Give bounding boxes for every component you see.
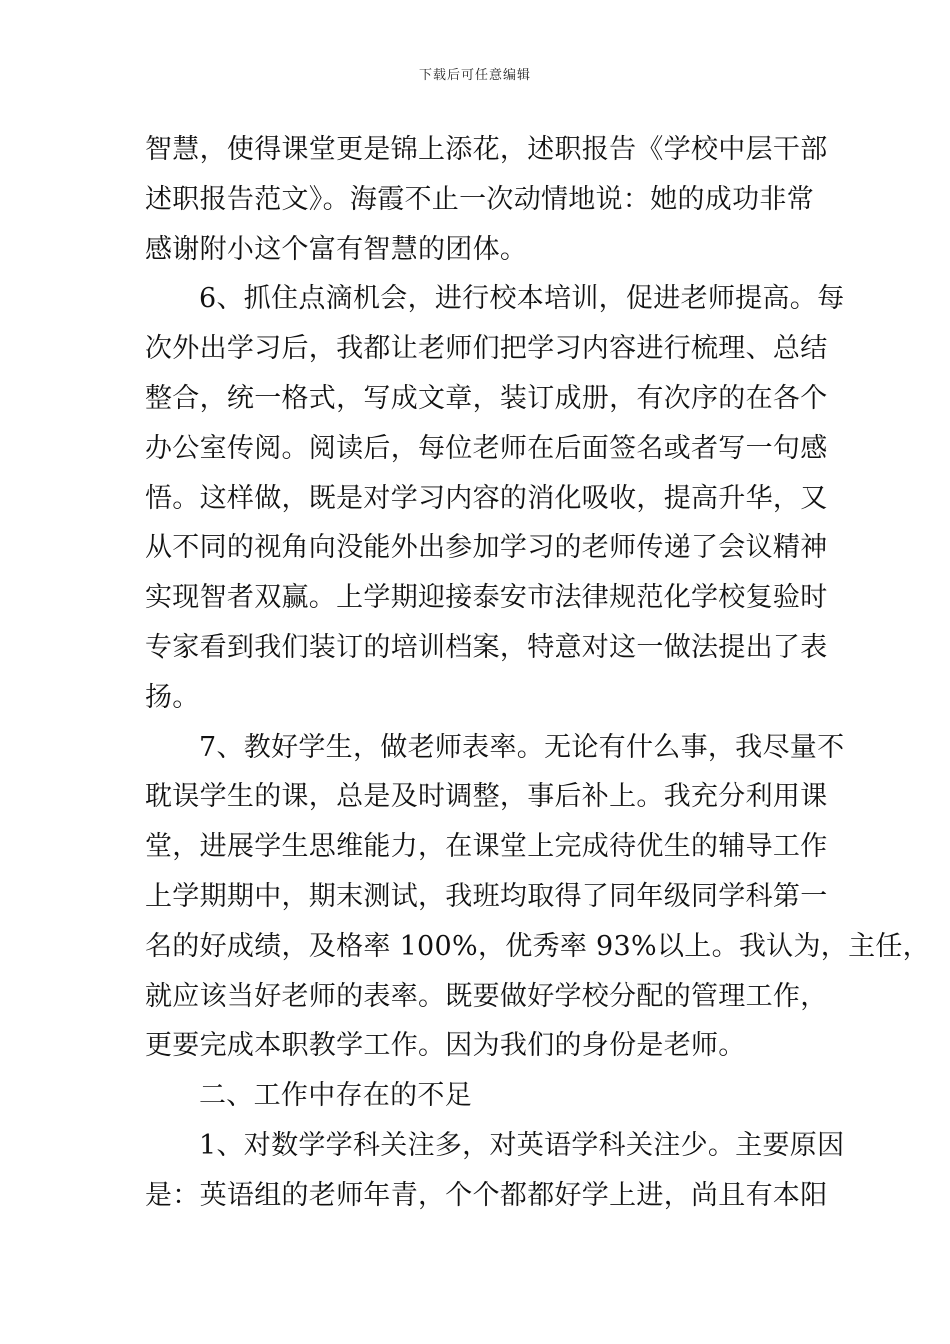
- text-line: 堂，进展学生思维能力，在课堂上完成待优生的辅导工作: [145, 831, 828, 863]
- text-line: 智慧，使得课堂更是锦上添花，述职报告《学校中层干部: [145, 134, 828, 165]
- text-line: 述职报告范文》。海霞不止一次动情地说：她的成功非常: [145, 183, 814, 215]
- page-header: 下载后可任意编辑: [418, 68, 531, 83]
- paragraph-start-line: 7、教好学生，做老师表率。无论有什么事，我尽量不: [199, 731, 845, 763]
- text-line: 办公室传阅。阅读后，每位老师在后面签名或者写一句感: [145, 432, 828, 464]
- paragraph-start-line: 6、抓住点滴机会，进行校本培训，促进老师提高。每: [199, 283, 845, 315]
- text-line: 专家看到我们装订的培训档案，特意对这一做法提出了表: [145, 631, 828, 663]
- text-line: 次外出学习后，我都让老师们把学习内容进行梳理、总结: [145, 333, 828, 365]
- document-body: [145, 125, 930, 1221]
- text-line: 整合，统一格式，写成文章，装订成册，有次序的在各个: [145, 382, 828, 414]
- text-line: 上学期期中，期末测试，我班均取得了同年级同学科第一: [145, 880, 828, 912]
- text-line: 从不同的视角向没能外出参加学习的老师传递了会议精神: [145, 532, 828, 564]
- text-line: 就应该当好老师的表率。既要做好学校分配的管理工作，: [145, 980, 828, 1012]
- text-line: 感谢附小这个富有智慧的团体。: [145, 233, 528, 265]
- text-line: 名的好成绩，及格率 100%，优秀率 93%以上。我认为，主任，: [145, 930, 930, 962]
- text-line: 耽误学生的课，总是及时调整，事后补上。我充分利用课: [145, 781, 828, 813]
- text-line: 悟。这样做，既是对学习内容的消化吸收，提高升华，又: [145, 482, 828, 514]
- text-line: 是：英语组的老师年青，个个都都好学上进，尚且有本阳: [145, 1179, 828, 1211]
- text-line: 实现智者双赢。上学期迎接泰安市法律规范化学校复验时: [145, 582, 828, 614]
- text-line: 扬。: [145, 681, 200, 713]
- text-line: 更要完成本职教学工作。因为我们的身份是老师。: [145, 1030, 746, 1062]
- paragraph-start-line: 1、对数学学科关注多，对英语学科关注少。主要原因: [199, 1129, 845, 1161]
- section-heading: 二、工作中存在的不足: [199, 1080, 472, 1112]
